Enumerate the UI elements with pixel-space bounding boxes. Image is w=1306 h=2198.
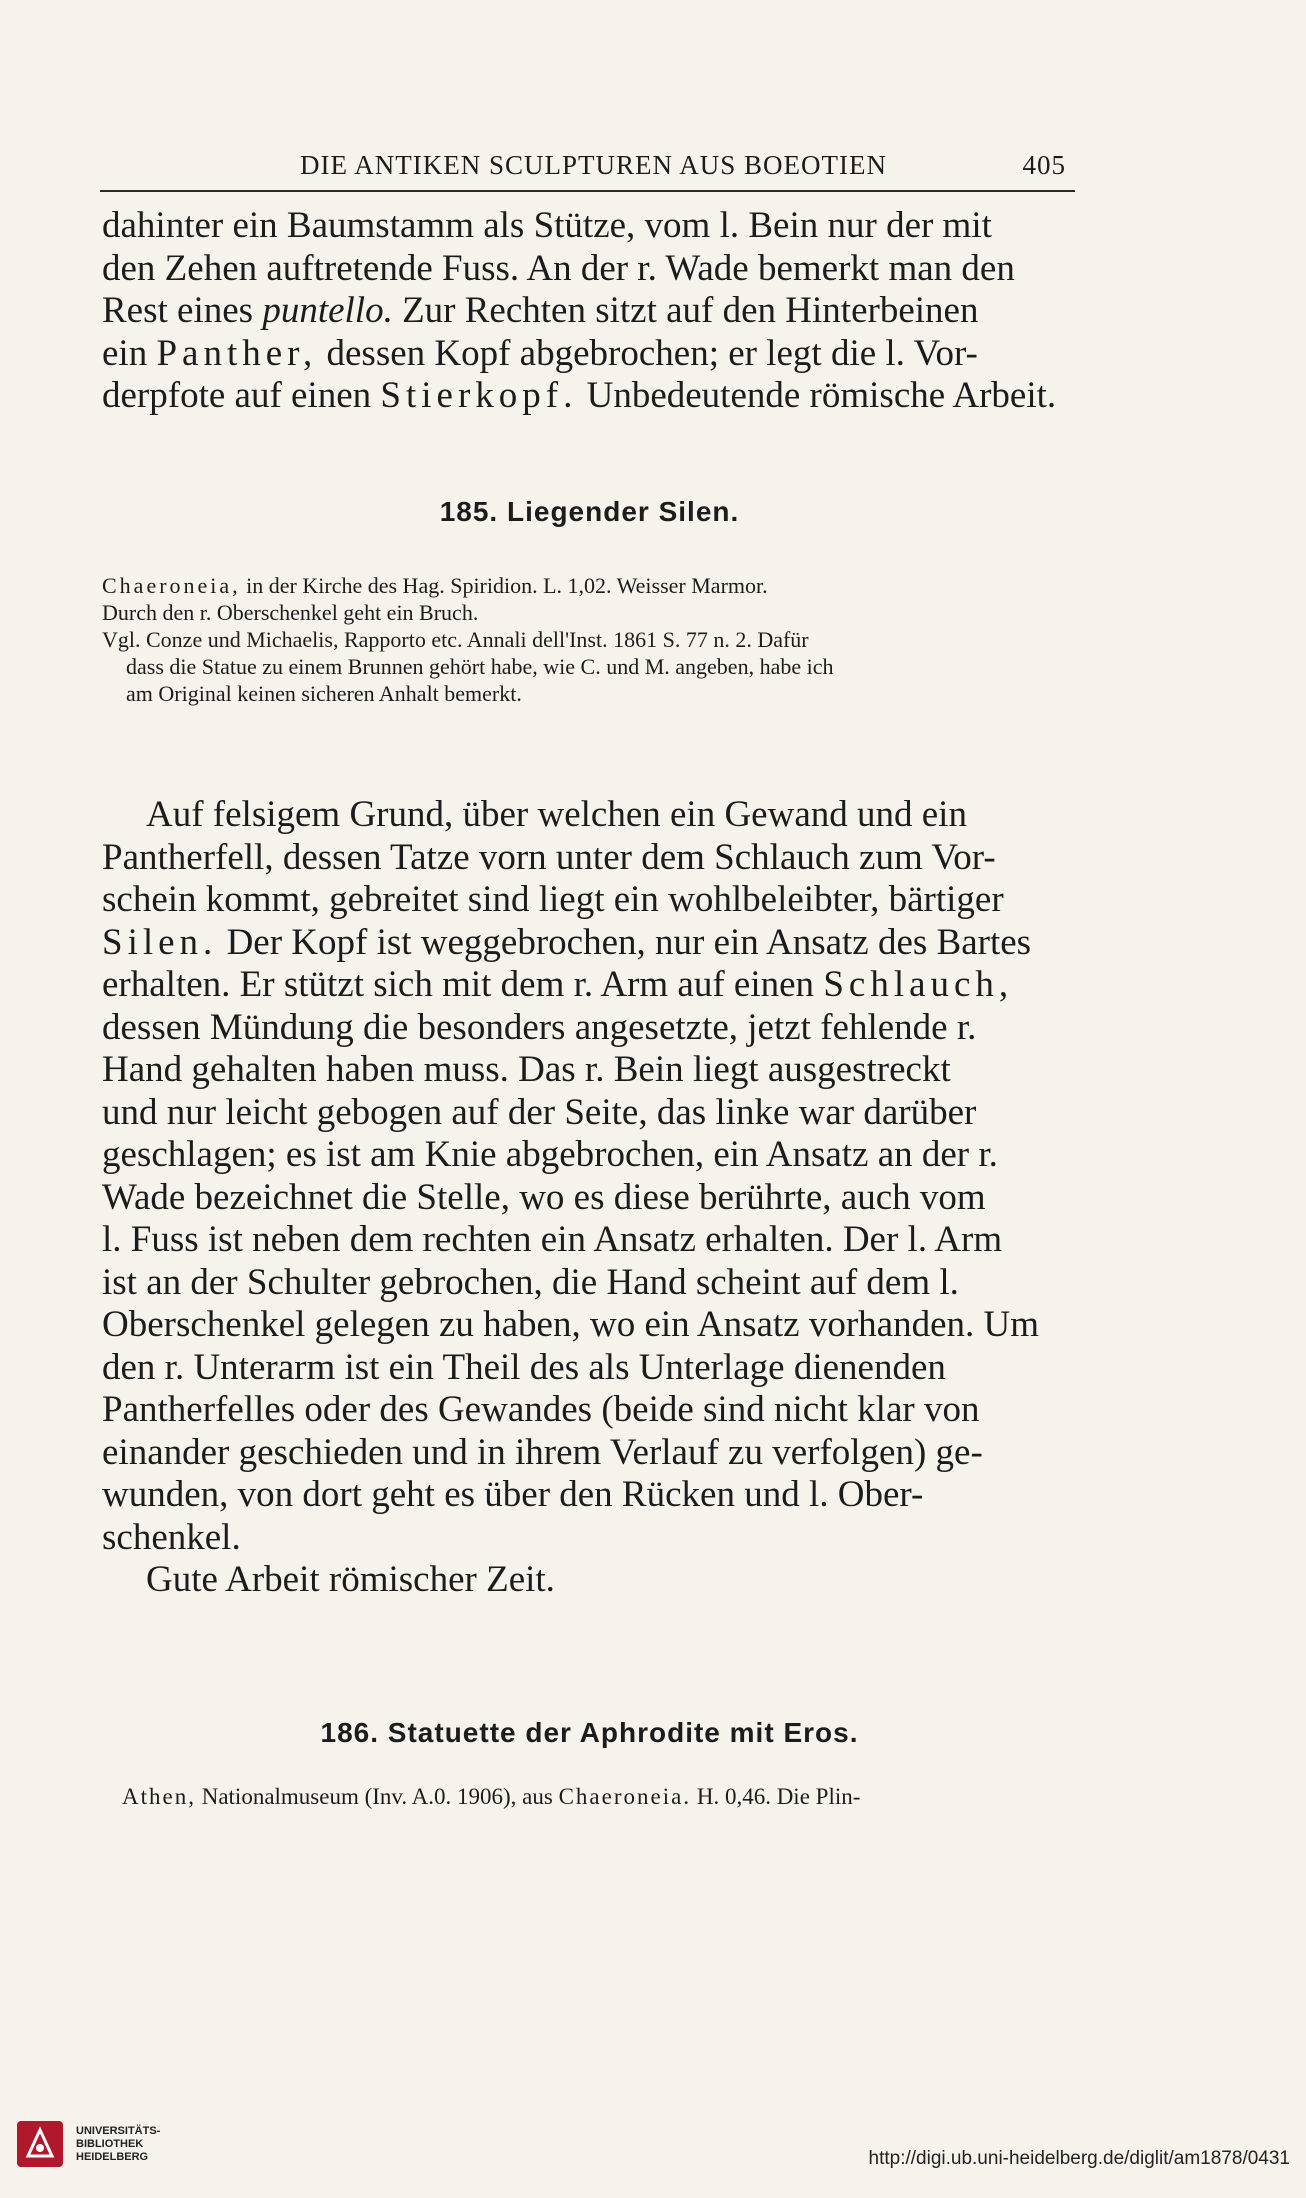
source-url[interactable]: http://digi.ub.uni-heidelberg.de/diglit/am1878/0431 [868, 2148, 1290, 2169]
text-line: Gute Arbeit römischer Zeit. [146, 1559, 555, 1600]
text-line: Oberschenkel gelegen zu haben, wo ein Ansatz vorhanden. Um [102, 1304, 1040, 1345]
text-line: Pantherfell, dessen Tatze vorn unter dem Schlauch zum Vor- [102, 836, 996, 878]
text-line: und nur leicht gebogen auf der Seite, das linke war darüber [102, 1091, 977, 1133]
note-line: dass die Statue zu einem Brunnen gehört habe, wie C. und M. angeben, habe ich [126, 654, 834, 679]
note-line: am Original keinen sicheren Anhalt bemerkt. [126, 681, 522, 706]
paragraph-continued [102, 205, 1077, 418]
text-line: den Zehen auftretende Fuss. An der r. Wade bemerkt man den [102, 247, 1015, 289]
library-logo [16, 2120, 160, 2168]
paragraph-silen [102, 794, 1077, 1602]
catalog-note-185 [102, 572, 1077, 707]
text-line: derpfote auf einen Stierkopf. Unbedeutende römische Arbeit. [102, 375, 1057, 416]
text-line: Wade bezeichnet die Stelle, wo es diese berührte, auch vom [102, 1176, 986, 1218]
text-line: wunden, von dort geht es über den Rücken und l. Ober- [102, 1474, 924, 1515]
note-line: Athen, Nationalmuseum (Inv. A.0. 1906), aus Chaeroneia. H. 0,46. Die Plin- [122, 1784, 861, 1809]
text-line: Rest eines puntello. Zur Rechten sitzt auf den Hinterbeinen [102, 290, 979, 331]
running-header [300, 150, 1066, 181]
text-line: schenkel. [102, 1516, 241, 1558]
header-rule [100, 190, 1075, 192]
text-line: erhalten. Er stützt sich mit dem r. Arm auf einen Schlauch, [102, 964, 1014, 1005]
running-title: DIE ANTIKEN SCULPTUREN AUS BOEOTIEN [300, 150, 887, 180]
text-line: dahinter ein Baumstamm als Stütze, vom l. Bein nur der mit [102, 205, 992, 246]
page-number: 405 [1022, 150, 1066, 180]
text-line: Auf felsigem Grund, über welchen ein Gewand und ein [146, 794, 967, 835]
text-line: geschlagen; es ist am Knie abgebrochen, ein Ansatz an der r. [102, 1134, 998, 1175]
text-line: schein kommt, gebreitet sind liegt ein wohlbeleibter, bärtiger [102, 879, 1004, 920]
library-seal-icon [16, 2120, 64, 2168]
note-line: Chaeroneia, in der Kirche des Hag. Spiridion. L. 1,02. Weisser Marmor. [102, 573, 768, 598]
text-line: einander geschieden und in ihrem Verlauf zu verfolgen) ge- [102, 1431, 983, 1473]
text-line: Hand gehalten haben muss. Das r. Bein liegt ausgestreckt [102, 1049, 951, 1090]
text-line: ein Panther, dessen Kopf abgebrochen; er legt die l. Vor- [102, 332, 978, 374]
note-line: Vgl. Conze und Michaelis, Rapporto etc. Annali dell'Inst. 1861 S. 77 n. 2. Dafür [102, 627, 809, 652]
text-line: l. Fuss ist neben dem rechten ein Ansatz erhalten. Der l. Arm [102, 1219, 1003, 1260]
section-title-186: 186. Statuette der Aphrodite mit Eros. [320, 1717, 859, 1748]
text-line: ist an der Schulter gebrochen, die Hand scheint auf dem l. [102, 1261, 959, 1303]
text-line: dessen Mündung die besonders angesetzte, jetzt fehlende r. [102, 1006, 977, 1048]
text-line: Silen. Der Kopf ist weggebrochen, nur ein Ansatz des Bartes [102, 921, 1032, 963]
section-title-185: 185. Liegender Silen. [439, 496, 740, 527]
catalog-note-186 [102, 1783, 1077, 1810]
library-name: UNIVERSITÄTS- BIBLIOTHEK HEIDELBERG [76, 2124, 161, 2163]
text-line: den r. Unterarm ist ein Theil des als Unterlage dienenden [102, 1346, 946, 1388]
note-line: Durch den r. Oberschenkel geht ein Bruch. [102, 600, 479, 625]
text-line: Pantherfelles oder des Gewandes (beide sind nicht klar von [102, 1389, 980, 1430]
